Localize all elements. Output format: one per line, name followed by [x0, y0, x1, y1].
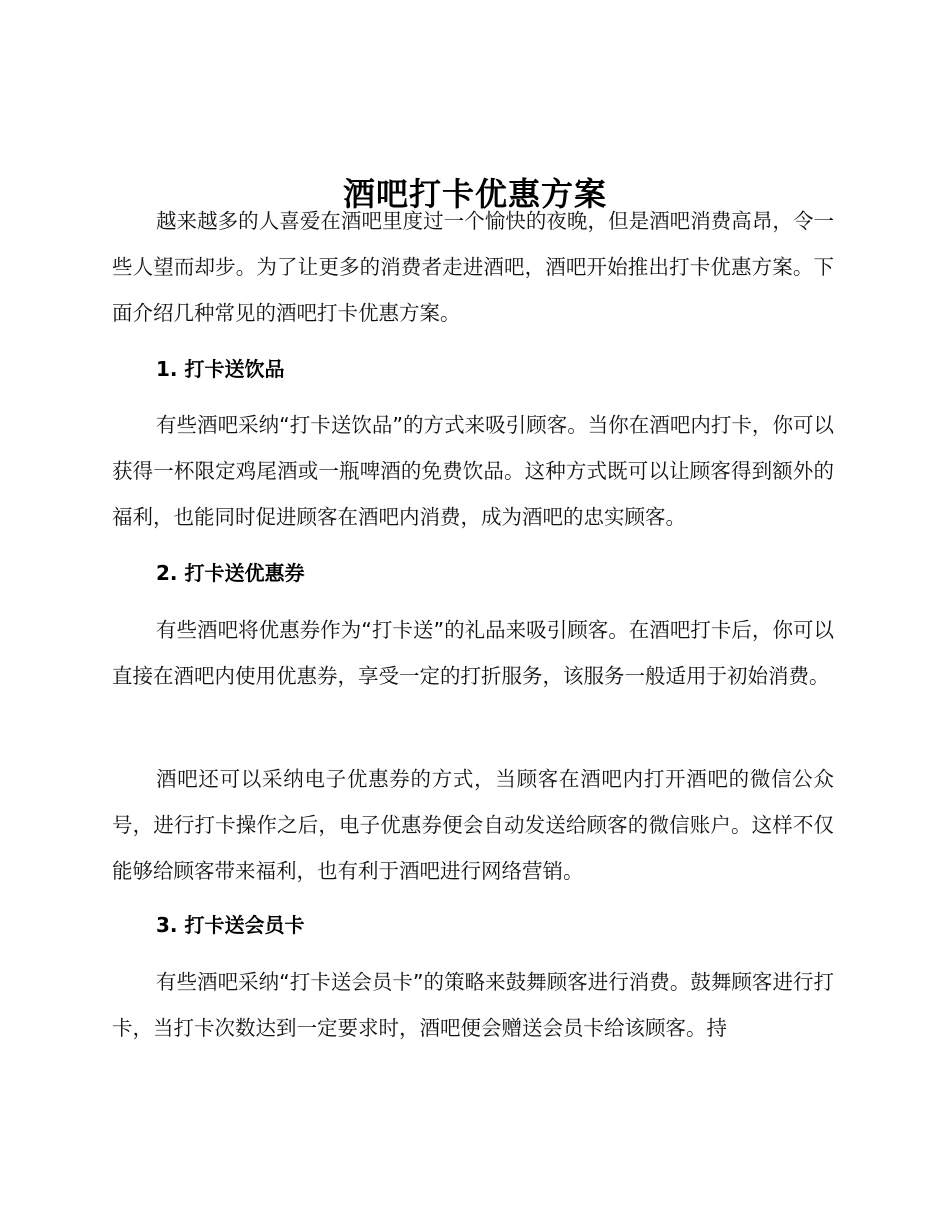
section-heading-2: 2. 打卡送优惠券	[156, 561, 305, 585]
section-2-paragraph-1: 有些酒吧将优惠券作为“打卡送”的礼品来吸引顾客。在酒吧打卡后，你可以直接在酒吧内使用优惠券，享受一定的打折服务，该服务一般适用于初始消费。	[112, 618, 834, 688]
section-1-paragraph-1: 有些酒吧采纳“打卡送饮品”的方式来吸引顾客。当你在酒吧内打卡，你可以获得一杯限定鸡尾酒或一瓶啤酒的免费饮品。这种方式既可以让顾客得到额外的福利，也能同时促进顾客在酒吧内消费，成为酒吧的忠实顾客。	[112, 413, 834, 529]
section-heading-1: 1. 打卡送饮品	[156, 357, 285, 381]
section-2-paragraph-2: 酒吧还可以采纳电子优惠券的方式，当顾客在酒吧内打开酒吧的微信公众号，进行打卡操作之后，电子优惠券便会自动发送给顾客的微信账户。这样不仅能够给顾客带来福利，也有利于酒吧进行网络营销。	[112, 767, 834, 883]
document-title: 酒吧打卡优惠方案	[342, 175, 607, 214]
intro-paragraph: 越来越多的人喜爱在酒吧里度过一个愉快的夜晚，但是酒吧消费高昂，令一些人望而却步。为了让更多的消费者走进酒吧，酒吧开始推出打卡优惠方案。下面介绍几种常见的酒吧打卡优惠方案。	[112, 209, 834, 325]
section-heading-3: 3. 打卡送会员卡	[156, 913, 305, 937]
section-3-paragraph-1: 有些酒吧采纳“打卡送会员卡”的策略来鼓舞顾客进行消费。鼓舞顾客进行打卡，当打卡次数达到一定要求时，酒吧便会赠送会员卡给该顾客。持	[112, 970, 834, 1040]
